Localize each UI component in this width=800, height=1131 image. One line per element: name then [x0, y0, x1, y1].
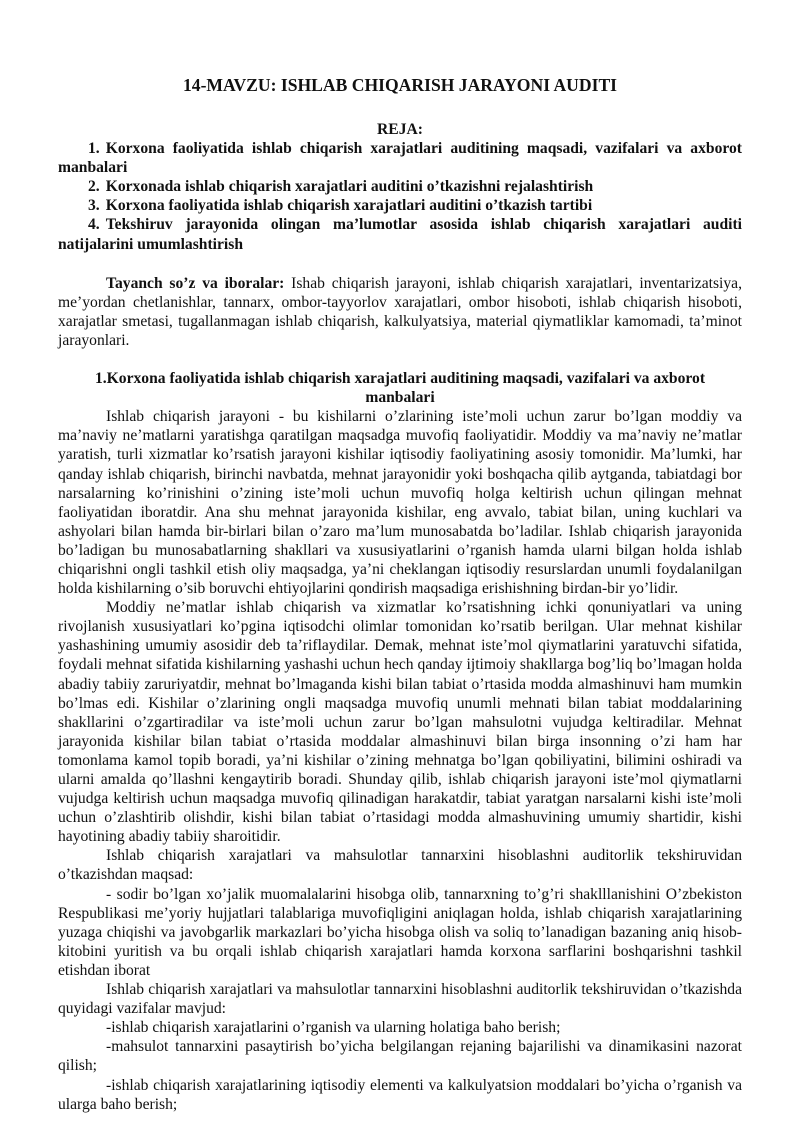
keywords-text: Ishab chiqarish jarayoni, ishlab chiqarish xarajatlari, inventarizatsiya, me’yordan chetlanishlar, tannarx, ombor-tayyorlov xarajatlari, ombor hisoboti, ishlab chiqarish hisoboti, xarajatlar smetasi, tugallanmagan ishlab chiqarish, kalkulyatsiya, material qiymatliklar kamomadi, ta’minot jarayonlari. [58, 274, 742, 349]
spacer [58, 350, 742, 369]
body-paragraph: Ishlab chiqarish xarajatlari va mahsulotlar tannarxini hisoblashni auditorlik tekshiruvidan o’tkazishdan maqsad: [58, 847, 742, 884]
body-paragraph: -ishlab chiqarish xarajatlarining iqtisodiy elementi va kalkulyatsion moddalari bo’yicha o’rganish va ularga baho berish; [58, 1076, 742, 1113]
spacer [58, 254, 742, 274]
keywords-paragraph [58, 274, 742, 350]
plan-item-number: 4. [88, 216, 100, 234]
keywords-label: Tayanch so’z va iboralar: [106, 274, 285, 292]
document-title: 14-MAVZU: ISHLAB CHIQARISH JARAYONI AUDITI [182, 75, 618, 95]
body-paragraph: - sodir bo’lgan xo’jalik muomalalarini hisobga olib, tannarxning to’g’ri shaklllanishini O’zbekiston Respublikasi me’yoriy hujjatlari talablariga muvofiqligini aniqlagan holda, ishlab chiqarish xarajatlarining yuzaga chiqishi va javobgarlik markazlari bo’yicha hisobga olish va soliq to’lanadigan bazaning aniq hisob-kitobini yuritish va bu orqali ishlab chiqarish xarajatlari hamda korxona sarflarini boshqarishni tashkil etishdan iborat [58, 885, 742, 979]
body-paragraph: Moddiy ne’matlar ishlab chiqarish va xizmatlar ko’rsatishning ichki qonuniyatlari va uning rivojlanish xususiyatlari ko’pgina iqtisodchi olimlar tomonidan ko’rsatib berilgan. Ular mehnat kishilar yashashining umumiy asosidir deb ta’riflaydilar. Demak, mehnat iste’mol qiymatlarini yaratuvchi sifatida, foydali mehnat sifatida kishilarning yashashi uchun hech qanday ijtimoiy shakllarga bog’liq bo’lmagan holda abadiy tabiiy zaruriyatdir, mehnat bo’lmaganda kishi bilan tabiat o’rtasida modda almashinuvi ham mumkin bo’lmas edi. Kishilar o’zlarining ongli maqsadga muvofiq unumli mehnati bilan tabiat moddalarining shakllarini o’zgartiradilar va iste’moli uchun zarur bo’lgan mahsulotni vujudga keltiradilar. Mehnat jarayonida kishilar bilan tabiat o’rtasida moddalar almashinuvi bilan birga insonning o’zi ham har tomonlama kamol topib boradi, ya’ni kishilar o’zining mehnatga bo’lgan qobiliyatini, bilimini oshiradi va ularni amalda qo’llashni kengaytirib boradi. Shunday qilib, ishlab chiqarish jarayoni iste’mol qiymatlarni vujudga keltirish uchun maqsadga muvofiq qilinadigan harakatdir, tabiat yaratgan narsalarni kishi iste’moli uchun o’zlashtirib olishdir, kishi bilan tabiat o’rtasidagi modda almashuvining umumiy shartidir, kishi hayotining abadiy tabiiy sharoitidir. [58, 599, 742, 846]
plan-item [58, 177, 742, 196]
plan-item [58, 215, 742, 253]
plan-item-number: 3. [88, 197, 100, 215]
plan-item-number: 1. [88, 140, 100, 158]
plan-item [58, 139, 742, 177]
plan-item-text: Korxona faoliyatida ishlab chiqarish xarajatlari auditining maqsadi, vazifalari va axborot manbalari [58, 140, 742, 177]
plan-item-number: 2. [88, 178, 100, 196]
plan-item [58, 196, 742, 215]
body-paragraph: Ishlab chiqarish jarayoni - bu kishilarni o’zlarining iste’moli uchun zarur bo’lgan moddiy va ma’naviy ne’matlarni yaratishga qaratilgan maqsadga muvofiq faoliyatidir. Moddiy va ma’naviy ne’matlar yaratish, turli xizmatlar ko’rsatish jarayoni kishilar iqtisodiy faoliyatining asosiy tomonidir. Ma’lumki, har qanday ishlab chiqarish, birinchi navbatda, mehnat jarayonidir yoki boshqacha qilib aytganda, tabiatdagi bor narsalarning ko’rinishini o’zining iste’moli uchun muvofiq holga keltirish uchun qilingan mehnat faoliyatidan iboratdir. Ana shu mehnat jarayonida kishilar, eng avvalo, tabiat bilan, uning kuchlari va ashyolari bilan hamda bir-birlari bilan o’zaro ma’lum munosabatda bo’ladilar. Ishlab chiqarish jarayonida bo’ladigan bu munosabatlarning shakllari va xususiyatlarini o’rganish hamda ularni bilgan holda ishlab chiqarishni ongli tashkil etish oliy maqsadga, ya’ni cheklangan iqtisodiy resurslardan unumli foydalanilgan holda kishilarning o’sib boruvchi ehtiyojlarini qondirish maqsadiga erishishning birdan-bir yo’lidir. [58, 408, 742, 598]
plan-item-text: Tekshiruv jarayonida olingan ma’lumotlar asosida ishlab chiqarish xarajatlari auditi natijalarini umumlashtirish [58, 216, 742, 253]
body-paragraph: -mahsulot tannarxini pasaytirish bo’yicha belgilangan rejaning bajarilishi va dinamikasini nazorat qilish; [58, 1038, 742, 1075]
plan-list [58, 139, 742, 254]
section-heading: 1.Korxona faoliyatida ishlab chiqarish xarajatlari auditining maqsadi, vazifalari va axborot manbalari [94, 370, 706, 407]
plan-heading: REJA: [377, 121, 423, 138]
body-paragraph: -ishlab chiqarish xarajatlarini o’rganish va ularning holatiga baho berish; [106, 1019, 561, 1037]
body-paragraph: Ishlab chiqarish xarajatlari va mahsulotlar tannarxini hisoblashni auditorlik tekshiruvidan o’tkazishda quyidagi vazifalar mavjud: [58, 981, 742, 1018]
plan-item-text: Korxonada ishlab chiqarish xarajatlari auditini o’tkazishni rejalashtirish [105, 178, 594, 196]
plan-item-text: Korxona faoliyatida ishlab chiqarish xarajatlari auditini o’tkazish tartibi [105, 197, 593, 215]
